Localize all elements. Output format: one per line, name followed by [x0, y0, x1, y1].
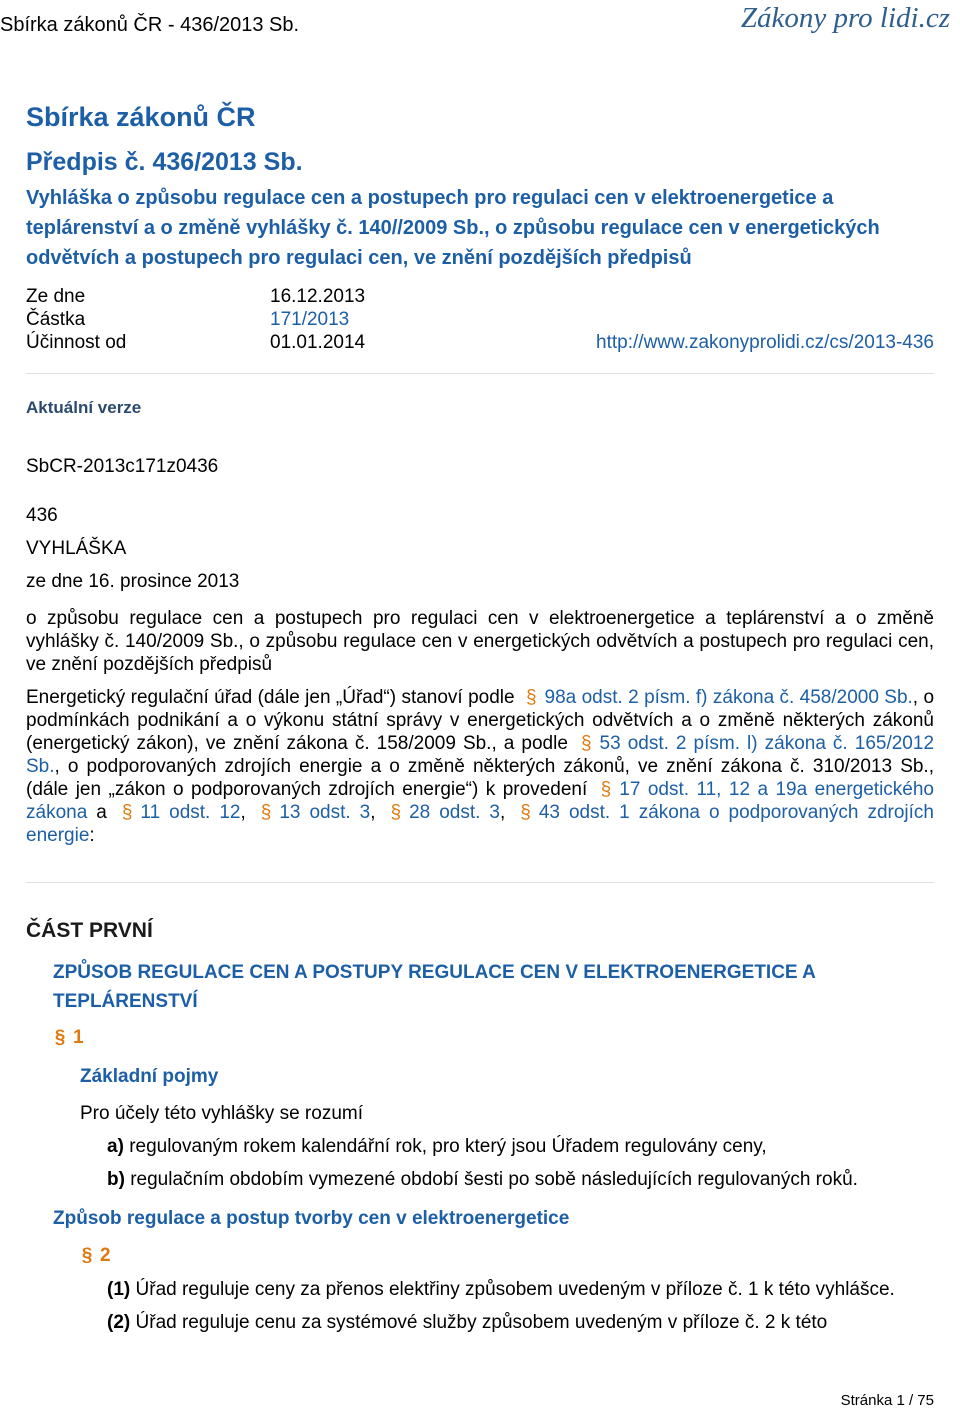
preamble-text: , o podporovaných zdrojích energie a o změně některých zákonů, ve znění zákona č. 310/2013 Sb., (dále jen „zákon o podporovaných zdrojích energie“) k provedení — [26, 756, 934, 800]
meta-part-link[interactable]: 171/2013 — [270, 309, 350, 330]
law-reference-link[interactable]: 11 odst. 12 — [140, 802, 241, 823]
regulation-heading: Předpis č. 436/2013 Sb. — [26, 148, 303, 176]
paragraph-mark: (2) — [107, 1312, 131, 1333]
section-2-number[interactable] — [80, 1245, 111, 1267]
section-1-item-b — [107, 1169, 858, 1191]
section-sign-icon: § — [81, 1245, 93, 1266]
section-sign-icon[interactable]: § — [390, 802, 402, 823]
section-sign-icon[interactable]: § — [260, 802, 272, 823]
document-type: VYHLÁŠKA — [26, 538, 127, 559]
section-1-label: 1 — [73, 1027, 84, 1048]
document-preamble — [26, 686, 934, 847]
document-code: SbCR-2013c171z0436 — [26, 456, 219, 477]
section-group-title: Způsob regulace a postup tvorby cen v elektroenergetice — [53, 1208, 570, 1229]
preamble-text: , o podmínkách podnikání a o výkonu státní správy v energetických odvětvích a o změně některých zákonů (energetický zákon), ve znění zákona č. 158/2009 Sb., a podle — [26, 687, 935, 754]
divider — [26, 373, 934, 374]
preamble-text: Energetický regulační úřad (dále jen „Úřad“) stanoví podle — [26, 687, 520, 708]
collection-heading: Sbírka zákonů ČR — [26, 102, 256, 132]
regulation-subtitle: Vyhláška o způsobu regulace cen a postupech pro regulaci cen v elektroenergetice a teplárenství a o změně vyhlášky č. 140//2009 Sb., o způsobu regulace cen v energetických odvětvích a postupech pro regulaci cen, ve znění pozdějších předpisů — [26, 187, 880, 269]
divider — [26, 882, 934, 883]
page-number: Stránka 1 / 75 — [840, 1392, 934, 1409]
document-number: 436 — [26, 505, 58, 526]
preamble-text: a — [87, 802, 116, 823]
part-title: ZPŮSOB REGULACE CEN A POSTUPY REGULACE CEN V ELEKTROENERGETICE A TEPLÁRENSTVÍ — [53, 962, 816, 1012]
preamble-text: , — [240, 802, 255, 823]
section-sign-icon[interactable]: § — [580, 733, 592, 754]
law-reference-link[interactable]: 53 odst. 2 písm. l) zákona č. 165/2012 Sb. — [26, 733, 935, 777]
law-reference-link[interactable]: 17 odst. 11, 12 a 19a energetického zákona — [26, 779, 934, 823]
law-reference-link[interactable]: 43 odst. 1 zákona o podporovaných zdrojích energie — [26, 802, 934, 846]
item-text: regulačním obdobím vymezené období šesti po sobě následujících regulovaných roků. — [130, 1169, 858, 1190]
paragraph-mark: (1) — [107, 1279, 131, 1300]
item-text: regulovaným rokem kalendářní rok, pro který jsou Úřadem regulovány ceny, — [129, 1136, 767, 1157]
window-title: Sbírka zákonů ČR - 436/2013 Sb. — [0, 14, 300, 36]
document-about: o způsobu regulace cen a postupech pro regulaci cen v elektroenergetice a teplárenství a o změně vyhlášky č. 140/2009 Sb., o způsobu regulace cen v energetických odvětvích a postupech pro regulaci cen, ve znění pozdějších předpisů — [26, 608, 934, 675]
meta-date-label: Ze dne — [26, 286, 86, 307]
section-2-label: 2 — [100, 1245, 111, 1266]
section-sign-icon: § — [54, 1027, 66, 1048]
section-sign-icon[interactable]: § — [121, 802, 133, 823]
section-1-title: Základní pojmy — [80, 1066, 219, 1087]
law-reference-link[interactable]: 13 odst. 3 — [279, 802, 371, 823]
part-heading: ČÁST PRVNÍ — [26, 919, 153, 942]
law-reference-link[interactable]: 98a odst. 2 písm. f) zákona č. 458/2000 Sb. — [544, 687, 913, 708]
item-mark: b) — [107, 1169, 125, 1190]
meta-effective-label: Účinnost od — [26, 332, 127, 353]
section-2-paragraph-2 — [107, 1312, 827, 1334]
meta-effective-value: 01.01.2014 — [270, 332, 366, 353]
paragraph-text: Úřad reguluje ceny za přenos elektřiny způsobem uvedeným v příloze č. 1 k této vyhlášce. — [135, 1279, 895, 1300]
section-sign-icon[interactable]: § — [600, 779, 612, 800]
meta-date-value: 16.12.2013 — [270, 286, 366, 307]
document-url-link[interactable]: http://www.zakonyprolidi.cz/cs/2013-436 — [596, 332, 934, 353]
preamble-text: : — [89, 825, 95, 846]
preamble-text: , — [370, 802, 385, 823]
preamble-text: , — [499, 802, 515, 823]
meta-part-label: Částka — [26, 309, 86, 330]
version-heading: Aktuální verze — [26, 398, 142, 417]
law-reference-link[interactable]: 28 odst. 3 — [409, 802, 500, 823]
section-1-intro: Pro účely této vyhlášky se rozumí — [80, 1103, 363, 1124]
item-mark: a) — [107, 1136, 124, 1157]
site-logo[interactable]: Zákony pro lidi.cz — [740, 2, 950, 34]
section-sign-icon[interactable]: § — [520, 802, 531, 823]
section-1-item-a — [107, 1136, 767, 1158]
section-sign-icon[interactable]: § — [525, 687, 537, 708]
section-2-paragraph-1 — [107, 1279, 895, 1301]
document-date-line: ze dne 16. prosince 2013 — [26, 571, 240, 592]
section-1-number[interactable] — [53, 1027, 84, 1049]
paragraph-text: Úřad reguluje cenu za systémové služby způsobem uvedeným v příloze č. 2 k této — [135, 1312, 828, 1333]
